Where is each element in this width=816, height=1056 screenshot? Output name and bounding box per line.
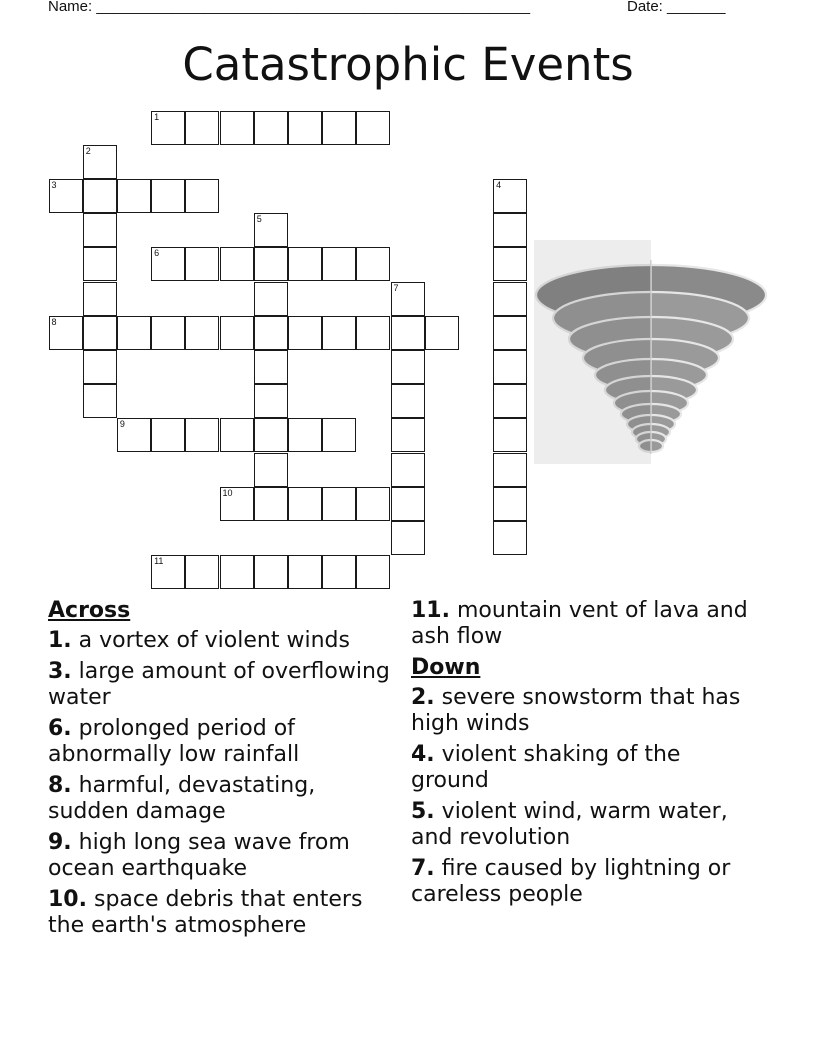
crossword-cell[interactable] <box>288 111 322 145</box>
across-heading: Across <box>48 598 131 623</box>
crossword-cell[interactable] <box>493 282 527 316</box>
crossword-cell[interactable] <box>356 316 390 350</box>
clue-number: 5. <box>411 799 435 824</box>
clue-number: 6. <box>48 716 72 741</box>
crossword-cell[interactable] <box>391 487 425 521</box>
cell-number: 7 <box>393 282 399 293</box>
crossword-cell[interactable] <box>220 418 254 452</box>
crossword-cell[interactable] <box>322 555 356 589</box>
crossword-cell[interactable] <box>493 418 527 452</box>
crossword-cell[interactable] <box>391 282 425 316</box>
clue-text: severe snowstorm that has high winds <box>411 685 741 736</box>
crossword-cell[interactable] <box>391 418 425 452</box>
clue-item <box>48 773 398 825</box>
clues-left-column <box>48 598 398 944</box>
crossword-cell[interactable] <box>83 316 117 350</box>
crossword-cell[interactable] <box>493 384 527 418</box>
cell-number: 10 <box>222 487 233 498</box>
crossword-cell[interactable] <box>220 316 254 350</box>
crossword-cell[interactable] <box>185 418 219 452</box>
crossword-cell[interactable] <box>185 555 219 589</box>
clue-text: space debris that enters the earth's atmosphere <box>48 887 363 938</box>
clue-item <box>48 659 398 711</box>
page-title: Catastrophic Events <box>182 38 634 91</box>
crossword-cell[interactable] <box>356 555 390 589</box>
clue-item <box>48 830 398 882</box>
cell-number: 6 <box>154 248 160 259</box>
crossword-cell[interactable] <box>49 179 83 213</box>
clue-text: harmful, devastating, sudden damage <box>48 773 316 824</box>
crossword-cell[interactable] <box>288 418 322 452</box>
crossword-cell[interactable] <box>391 453 425 487</box>
crossword-cell[interactable] <box>493 316 527 350</box>
clue-number: 4. <box>411 742 435 767</box>
crossword-cell[interactable] <box>254 453 288 487</box>
crossword-cell[interactable] <box>220 111 254 145</box>
clue-text: fire caused by lightning or careless people <box>411 856 731 907</box>
crossword-cell[interactable] <box>185 316 219 350</box>
crossword-cell[interactable] <box>117 316 151 350</box>
crossword-cell[interactable] <box>83 384 117 418</box>
crossword-cell[interactable] <box>288 247 322 281</box>
clues-right-column <box>411 598 751 913</box>
crossword-cell[interactable] <box>322 418 356 452</box>
crossword-cell[interactable] <box>220 555 254 589</box>
clue-item <box>48 716 398 768</box>
clue-item <box>411 856 751 908</box>
crossword-cell[interactable] <box>254 418 288 452</box>
crossword-cell[interactable] <box>356 247 390 281</box>
clue-item <box>411 598 751 650</box>
crossword-cell[interactable] <box>151 555 185 589</box>
crossword-cell[interactable] <box>391 384 425 418</box>
crossword-cell[interactable] <box>391 350 425 384</box>
clue-text: high long sea wave from ocean earthquake <box>48 830 350 881</box>
crossword-cell[interactable] <box>493 350 527 384</box>
crossword-cell[interactable] <box>151 418 185 452</box>
crossword-cell[interactable] <box>185 247 219 281</box>
crossword-cell[interactable] <box>151 316 185 350</box>
crossword-cell[interactable] <box>493 179 527 213</box>
crossword-cell[interactable] <box>83 282 117 316</box>
crossword-cell[interactable] <box>322 111 356 145</box>
crossword-cell[interactable] <box>425 316 459 350</box>
crossword-cell[interactable] <box>288 555 322 589</box>
cell-number: 2 <box>85 145 91 156</box>
clue-text: prolonged period of abnormally low rainfall <box>48 716 300 767</box>
crossword-cell[interactable] <box>322 316 356 350</box>
clue-number: 11. <box>411 598 450 623</box>
clue-number: 2. <box>411 685 435 710</box>
crossword-cell[interactable] <box>391 521 425 555</box>
crossword-cell[interactable] <box>220 487 254 521</box>
crossword-cell[interactable] <box>356 487 390 521</box>
cell-number: 5 <box>256 214 262 225</box>
crossword-cell[interactable] <box>254 350 288 384</box>
clue-number: 1. <box>48 628 72 653</box>
crossword-cell[interactable] <box>83 247 117 281</box>
crossword-cell[interactable] <box>83 213 117 247</box>
clue-number: 10. <box>48 887 87 912</box>
clue-item <box>411 742 751 794</box>
crossword-cell[interactable] <box>254 111 288 145</box>
cell-number: 11 <box>154 556 164 567</box>
cell-number: 4 <box>496 179 502 190</box>
crossword-cell[interactable] <box>49 316 83 350</box>
crossword-cell[interactable] <box>322 487 356 521</box>
crossword-cell[interactable] <box>185 111 219 145</box>
crossword-cell[interactable] <box>493 487 527 521</box>
clue-number: 8. <box>48 773 72 798</box>
crossword-cell[interactable] <box>254 247 288 281</box>
crossword-cell[interactable] <box>151 111 185 145</box>
cell-number: 1 <box>154 111 160 122</box>
clue-number: 9. <box>48 830 72 855</box>
crossword-cell[interactable] <box>322 247 356 281</box>
crossword-cell[interactable] <box>220 247 254 281</box>
crossword-cell[interactable] <box>254 487 288 521</box>
crossword-cell[interactable] <box>83 350 117 384</box>
cell-number: 8 <box>51 316 57 327</box>
name-line: Name: ____________________________________________________ <box>48 0 531 15</box>
crossword-cell[interactable] <box>493 247 527 281</box>
clue-text: mountain vent of lava and ash flow <box>411 598 748 649</box>
clue-number: 7. <box>411 856 435 881</box>
crossword-cell[interactable] <box>185 179 219 213</box>
crossword-cell[interactable] <box>254 213 288 247</box>
crossword-cell[interactable] <box>151 247 185 281</box>
date-line: Date: _______ <box>627 0 726 15</box>
tornado-icon <box>534 240 768 464</box>
crossword-cell[interactable] <box>288 316 322 350</box>
cell-number: 9 <box>119 419 125 430</box>
clue-item <box>411 685 751 737</box>
clue-item <box>48 628 398 654</box>
crossword-cell[interactable] <box>83 145 117 179</box>
clue-text: violent shaking of the ground <box>411 742 681 793</box>
down-heading: Down <box>411 655 481 680</box>
clue-text: a vortex of violent winds <box>78 628 350 653</box>
crossword-cell[interactable] <box>493 213 527 247</box>
crossword-cell[interactable] <box>493 453 527 487</box>
crossword-cell[interactable] <box>83 179 117 213</box>
cell-number: 3 <box>51 179 57 190</box>
clue-item <box>48 887 398 939</box>
crossword-cell[interactable] <box>356 111 390 145</box>
crossword-cell[interactable] <box>254 282 288 316</box>
clue-text: large amount of overflowing water <box>48 659 390 710</box>
crossword-cell[interactable] <box>254 555 288 589</box>
crossword-cell[interactable] <box>254 384 288 418</box>
crossword-cell[interactable] <box>391 316 425 350</box>
crossword-cell[interactable] <box>117 179 151 213</box>
clue-text: violent wind, warm water, and revolution <box>411 799 728 850</box>
crossword-cell[interactable] <box>254 316 288 350</box>
crossword-cell[interactable] <box>493 521 527 555</box>
clue-item <box>411 799 751 851</box>
crossword-cell[interactable] <box>288 487 322 521</box>
clue-number: 3. <box>48 659 72 684</box>
crossword-cell[interactable] <box>117 418 151 452</box>
crossword-cell[interactable] <box>151 179 185 213</box>
